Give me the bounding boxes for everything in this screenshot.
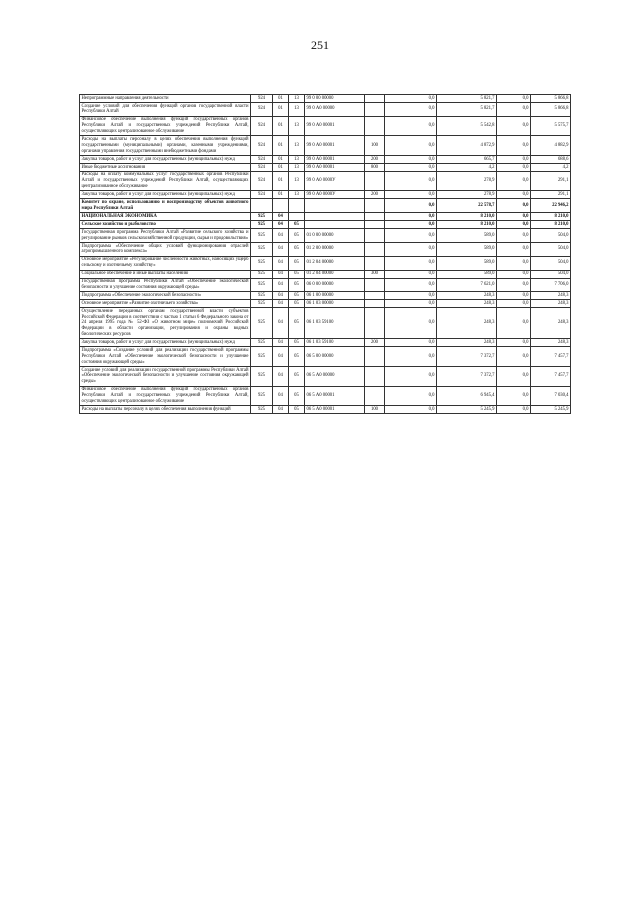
table-row: [80, 270, 571, 278]
cell-v3: 0,0: [497, 256, 531, 270]
cell-v4: 504,0: [531, 256, 571, 270]
cell-name: Финансовое обеспечение выполнения функций государственных органов Республики Алтай и государственных учреждений Республики Алтай, осуществляющих централизованное обслуживание: [81, 387, 249, 404]
cell-csr: 06 0 00 00000: [305, 278, 365, 292]
cell-sub: 13: [289, 191, 305, 199]
cell-v1: 0,0: [385, 191, 437, 199]
cell-name: Подпрограмма «Обеспечение общих условий функционирования отраслей агропромышленного комплекса»: [81, 243, 249, 255]
cell-sec: 04: [273, 386, 289, 406]
cell-csr: 06 1 03 00000: [305, 300, 365, 308]
cell-vr: [365, 278, 385, 292]
cell-vr: 200: [365, 191, 385, 199]
cell-v1: 0,0: [385, 102, 437, 116]
cell-sub: 13: [289, 116, 305, 136]
cell-name: Государственная программа Республики Алтай «Развитие сельского хозяйства и регулирование рынков сельскохозяйственной продукции, сырья и продовольствия»: [81, 229, 249, 241]
cell-v2: 665,7: [437, 155, 497, 163]
cell-vr: [365, 292, 385, 300]
table-row: [80, 163, 571, 171]
cell-vr: [365, 308, 385, 339]
cell-csr: 06 5 00 00000: [305, 347, 365, 367]
cell-v1: 0,0: [385, 155, 437, 163]
table-row: [80, 300, 571, 308]
cell-name: Расходы на выплаты персоналу в целях обеспечения выполнения функций: [80, 406, 251, 414]
cell-vr: [365, 367, 385, 387]
cell-sec: 01: [273, 155, 289, 163]
cell-sub: 13: [289, 171, 305, 191]
cell-code: 924: [251, 116, 273, 136]
cell-csr: 99 0 А0 00001: [305, 136, 365, 156]
cell-v3: 0,0: [497, 308, 531, 339]
cell-sec: 04: [273, 221, 289, 229]
cell-vr: [365, 300, 385, 308]
cell-sub: 05: [289, 229, 305, 243]
table-row: [80, 278, 571, 292]
cell-sub: 05: [289, 367, 305, 387]
table-row: [80, 292, 571, 300]
cell-code: 925: [251, 242, 273, 256]
cell-v4: 504,0: [531, 270, 571, 278]
table-row: [80, 116, 571, 136]
cell-vr: 100: [365, 406, 385, 414]
cell-name: Финансовое обеспечение выполнения функций государственных органов Республики Алтай и государственных учреждений Республики Алтай, осуществляющих централизованное обслуживание: [81, 117, 249, 134]
cell-code: 925: [251, 339, 273, 347]
table-row: [80, 191, 571, 199]
cell-v1: 0,0: [385, 386, 437, 406]
cell-v3: 0,0: [497, 347, 531, 367]
cell-v2: 589,0: [437, 270, 497, 278]
cell-v1: 0,0: [385, 292, 437, 300]
budget-table: [79, 94, 571, 414]
table-row: [80, 386, 571, 406]
cell-v3: 0,0: [497, 242, 531, 256]
cell-v3: 0,0: [497, 367, 531, 387]
cell-v2: 5 821,7: [437, 102, 497, 116]
cell-vr: [365, 256, 385, 270]
cell-v1: 0,0: [385, 347, 437, 367]
cell-csr: 01 2 04 00000: [305, 256, 365, 270]
cell-sub: 05: [289, 300, 305, 308]
cell-sub: 13: [289, 163, 305, 171]
cell-csr: [305, 199, 365, 213]
cell-sec: 04: [273, 300, 289, 308]
cell-v3: 0,0: [497, 270, 531, 278]
cell-v1: 0,0: [385, 339, 437, 347]
cell-v1: 0,0: [385, 242, 437, 256]
cell-sub: 05: [289, 278, 305, 292]
cell-sub: 05: [289, 308, 305, 339]
cell-sub: 05: [289, 386, 305, 406]
cell-sub: 05: [289, 292, 305, 300]
cell-v2: 248,3: [437, 292, 497, 300]
cell-code: 925: [251, 308, 273, 339]
cell-v2: 248,3: [437, 300, 497, 308]
cell-v4: 248,3: [531, 292, 571, 300]
cell-vr: [365, 386, 385, 406]
cell-csr: 99 0 А0 00000: [305, 102, 365, 116]
cell-name: Создание условий для реализации государственной программы Республики Алтай «Обеспечение экологической безопасности и улучшение состояния окружающей среды»: [81, 367, 249, 385]
cell-csr: 99 0 А0 00001: [305, 116, 365, 136]
cell-v3: 0,0: [497, 406, 531, 414]
cell-name: Закупка товаров, работ и услуг для государственных (муниципальных) нужд: [80, 339, 251, 347]
cell-sec: 01: [273, 171, 289, 191]
cell-name: Расходы на выплаты персоналу в целях обеспечения выполнения функций государственными (муниципальными) органами, казенными учреждениями, органами управления государственными внебюджетными фондами: [81, 136, 249, 154]
cell-v2: 278,9: [437, 191, 497, 199]
cell-code: 924: [251, 95, 273, 103]
cell-csr: 99 0 А0 00001: [305, 163, 365, 171]
cell-sec: 01: [273, 102, 289, 116]
cell-sec: [273, 199, 289, 213]
cell-v2: 8 210,0: [437, 221, 497, 229]
cell-v4: 291,1: [531, 191, 571, 199]
cell-csr: 06 1 00 00000: [305, 292, 365, 300]
table-row: [80, 347, 571, 367]
table-row: [80, 367, 571, 387]
cell-code: 925: [251, 386, 273, 406]
cell-v3: 0,0: [497, 339, 531, 347]
cell-csr: 01 2 00 00000: [305, 242, 365, 256]
cell-v3: 0,0: [497, 229, 531, 243]
cell-sec: 04: [273, 270, 289, 278]
cell-v1: 0,0: [385, 406, 437, 414]
cell-code: 924: [251, 163, 273, 171]
cell-v2: 5 542,8: [437, 116, 497, 136]
cell-v1: 0,0: [385, 136, 437, 156]
cell-v4: 7 706,0: [531, 278, 571, 292]
cell-name: Сельское хозяйство и рыболовство: [80, 221, 251, 229]
cell-sub: [289, 213, 305, 221]
cell-v4: 5 575,7: [531, 116, 571, 136]
cell-code: 924: [251, 136, 273, 156]
cell-sub: 05: [289, 406, 305, 414]
cell-sec: 01: [273, 116, 289, 136]
cell-v3: 0,0: [497, 95, 531, 103]
cell-code: 924: [251, 102, 273, 116]
cell-sec: 01: [273, 163, 289, 171]
cell-v2: 589,0: [437, 229, 497, 243]
cell-v4: 248,3: [531, 339, 571, 347]
page-number: 251: [311, 38, 329, 52]
cell-name: Закупка товаров, работ и услуг для государственных (муниципальных) нужд: [80, 191, 251, 199]
table-row: [80, 102, 571, 116]
cell-v4: 7 030,4: [531, 386, 571, 406]
cell-csr: 99 0 А0 00001: [305, 155, 365, 163]
cell-v1: 0,0: [385, 221, 437, 229]
cell-vr: 200: [365, 155, 385, 163]
table-body: [80, 95, 571, 414]
cell-v2: 589,0: [437, 242, 497, 256]
cell-code: [251, 199, 273, 213]
cell-name: Комитет по охране, использованию и воспроизводству объектов животного мира Республики Алтай: [81, 200, 249, 211]
cell-sec: 04: [273, 347, 289, 367]
cell-v3: 0,0: [497, 155, 531, 163]
cell-csr: 01 2 04 00000: [305, 270, 365, 278]
cell-v3: 0,0: [497, 292, 531, 300]
cell-csr: 99 0 А0 0000У: [305, 191, 365, 199]
cell-vr: [365, 171, 385, 191]
cell-v3: 0,0: [497, 163, 531, 171]
cell-sub: 05: [289, 256, 305, 270]
cell-name: Государственная программа Республики Алтай «Обеспечение экологической безопасности и улучшение состояния окружающей среды»: [81, 279, 249, 290]
table-row: [80, 213, 571, 221]
table-row: [80, 256, 571, 270]
cell-name: НАЦИОНАЛЬНАЯ ЭКОНОМИКА: [80, 213, 251, 221]
table-row: [80, 136, 571, 156]
cell-sub: 13: [289, 155, 305, 163]
cell-v4: 4 882,9: [531, 136, 571, 156]
cell-sec: 04: [273, 229, 289, 243]
cell-name: Осуществление переданных органам государственной власти субъектов Российской Федерации в соответствии с частью 1 статьи 6 Федерального закона от 24 апреля 1995 года № 52-ФЗ «О животном мире» полномочий Российской Федерации в области организации, регулирования и охраны водных биологических ресурсов: [81, 308, 249, 338]
cell-sub: 05: [289, 339, 305, 347]
cell-sub: [289, 199, 305, 213]
table-row: [80, 199, 571, 213]
table-row: [80, 229, 571, 243]
cell-sec: 04: [273, 242, 289, 256]
cell-sub: 13: [289, 102, 305, 116]
cell-csr: [305, 213, 365, 221]
cell-vr: [365, 95, 385, 103]
cell-name: Подпрограмма «Создание условий для реализации государственной программы Республики Алтай «Обеспечение экологической безопасности и улучшение состояния окружающей среды»: [81, 348, 249, 365]
cell-v4: 248,3: [531, 308, 571, 339]
cell-v1: 0,0: [385, 116, 437, 136]
cell-vr: [365, 347, 385, 367]
cell-v1: 0,0: [385, 213, 437, 221]
cell-vr: [365, 221, 385, 229]
cell-sec: 04: [273, 292, 289, 300]
cell-v2: 7 372,7: [437, 347, 497, 367]
cell-sub: 13: [289, 95, 305, 103]
cell-csr: 06 5 А0 00001: [305, 406, 365, 414]
cell-sec: 04: [273, 406, 289, 414]
cell-v1: 0,0: [385, 229, 437, 243]
cell-code: 925: [251, 292, 273, 300]
table-row: [80, 339, 571, 347]
cell-name: Иные бюджетные ассигнования: [80, 163, 251, 171]
cell-v1: 0,0: [385, 163, 437, 171]
cell-csr: 06 1 03 59100: [305, 308, 365, 339]
cell-v3: 0,0: [497, 386, 531, 406]
cell-v2: 7 621,0: [437, 278, 497, 292]
cell-v2: 6 945,4: [437, 386, 497, 406]
cell-v4: 8 210,0: [531, 221, 571, 229]
cell-code: 925: [251, 347, 273, 367]
cell-v2: 4,2: [437, 163, 497, 171]
cell-code: 925: [251, 213, 273, 221]
cell-code: 925: [251, 270, 273, 278]
cell-v3: 0,0: [497, 136, 531, 156]
cell-v2: 7 372,7: [437, 367, 497, 387]
cell-vr: 800: [365, 163, 385, 171]
cell-v3: 0,0: [497, 116, 531, 136]
cell-v1: 0,0: [385, 199, 437, 213]
cell-v4: 22 946,2: [531, 199, 571, 213]
cell-v1: 0,0: [385, 367, 437, 387]
cell-code: 925: [251, 256, 273, 270]
table-row: [80, 171, 571, 191]
cell-v3: 0,0: [497, 191, 531, 199]
cell-code: 924: [251, 191, 273, 199]
cell-v1: 0,0: [385, 270, 437, 278]
cell-sec: 01: [273, 95, 289, 103]
cell-v3: 0,0: [497, 300, 531, 308]
cell-v4: 5 245,9: [531, 406, 571, 414]
cell-v2: 248,3: [437, 308, 497, 339]
cell-sub: 05: [289, 221, 305, 229]
table-row: [80, 221, 571, 229]
cell-vr: [365, 116, 385, 136]
table-row: [80, 308, 571, 339]
cell-v4: 504,0: [531, 229, 571, 243]
cell-name: Расходы на оплату коммунальных услуг государственных органов Республики Алтай и государственных учреждений Республики Алтай, осуществляющих централизованное обслуживание: [81, 172, 249, 190]
cell-code: 925: [251, 278, 273, 292]
cell-vr: [365, 229, 385, 243]
cell-v4: 8 210,0: [531, 213, 571, 221]
cell-vr: [365, 102, 385, 116]
cell-v2: 278,9: [437, 171, 497, 191]
cell-v4: 7 457,7: [531, 367, 571, 387]
cell-name: Социальное обеспечение и иные выплаты населению: [80, 270, 251, 278]
cell-sec: 01: [273, 191, 289, 199]
cell-name: Непрограммные направления деятельности: [80, 95, 251, 103]
cell-code: 924: [251, 155, 273, 163]
cell-v2: 5 245,9: [437, 406, 497, 414]
cell-v4: 504,0: [531, 242, 571, 256]
cell-vr: 300: [365, 270, 385, 278]
cell-v2: 589,0: [437, 256, 497, 270]
cell-v3: 0,0: [497, 171, 531, 191]
cell-sub: 05: [289, 242, 305, 256]
cell-vr: [365, 199, 385, 213]
cell-v2: 22 578,7: [437, 199, 497, 213]
cell-name: Основное мероприятие «Регулирование численности животных, наносящих ущерб сельскому и охотничьему хозяйству»: [81, 257, 249, 269]
cell-csr: 99 0 А0 0000У: [305, 171, 365, 191]
cell-sec: 04: [273, 256, 289, 270]
cell-code: 925: [251, 221, 273, 229]
cell-v3: 0,0: [497, 199, 531, 213]
cell-code: 924: [251, 171, 273, 191]
cell-sub: 05: [289, 270, 305, 278]
cell-vr: [365, 242, 385, 256]
cell-name: Основное мероприятие «Развитие охотничьего хозяйства»: [80, 300, 251, 308]
cell-vr: 100: [365, 136, 385, 156]
cell-vr: 200: [365, 339, 385, 347]
cell-v4: 5 866,8: [531, 95, 571, 103]
cell-code: 925: [251, 229, 273, 243]
cell-csr: [305, 221, 365, 229]
cell-code: 925: [251, 367, 273, 387]
cell-name: Подпрограмма «Обеспечение экологической безопасности»: [80, 292, 251, 300]
cell-name: Закупка товаров, работ и услуг для государственных (муниципальных) нужд: [80, 155, 251, 163]
cell-v1: 0,0: [385, 278, 437, 292]
cell-v1: 0,0: [385, 171, 437, 191]
cell-vr: [365, 213, 385, 221]
cell-v4: 7 457,7: [531, 347, 571, 367]
cell-v4: 248,3: [531, 300, 571, 308]
cell-csr: 06 5 А0 00001: [305, 386, 365, 406]
cell-csr: 06 1 03 59100: [305, 339, 365, 347]
table-row: [80, 95, 571, 103]
cell-v3: 0,0: [497, 221, 531, 229]
cell-csr: 01 0 00 00000: [305, 229, 365, 243]
cell-v4: 4,2: [531, 163, 571, 171]
cell-sec: 04: [273, 367, 289, 387]
cell-v4: 5 866,8: [531, 102, 571, 116]
cell-name: Создание условий для обеспечения функций органов государственной власти Республики Алтай: [81, 103, 249, 115]
cell-v4: 688,6: [531, 155, 571, 163]
cell-v1: 0,0: [385, 256, 437, 270]
cell-v1: 0,0: [385, 308, 437, 339]
cell-csr: 06 5 А0 00000: [305, 367, 365, 387]
cell-sec: 04: [273, 339, 289, 347]
cell-sec: 04: [273, 308, 289, 339]
cell-sec: 04: [273, 278, 289, 292]
cell-v4: 291,1: [531, 171, 571, 191]
cell-v1: 0,0: [385, 95, 437, 103]
cell-csr: 99 0 00 00000: [305, 95, 365, 103]
cell-v2: 8 210,0: [437, 213, 497, 221]
cell-v1: 0,0: [385, 300, 437, 308]
cell-v2: 5 821,7: [437, 95, 497, 103]
cell-code: 925: [251, 300, 273, 308]
cell-sub: 05: [289, 347, 305, 367]
cell-v3: 0,0: [497, 278, 531, 292]
cell-v3: 0,0: [497, 102, 531, 116]
cell-sec: 01: [273, 136, 289, 156]
cell-v2: 248,3: [437, 339, 497, 347]
table-row: [80, 155, 571, 163]
cell-sec: 04: [273, 213, 289, 221]
cell-code: 925: [251, 406, 273, 414]
cell-sub: 13: [289, 136, 305, 156]
table-row: [80, 406, 571, 414]
cell-v3: 0,0: [497, 213, 531, 221]
table-row: [80, 242, 571, 256]
cell-v2: 4 872,9: [437, 136, 497, 156]
